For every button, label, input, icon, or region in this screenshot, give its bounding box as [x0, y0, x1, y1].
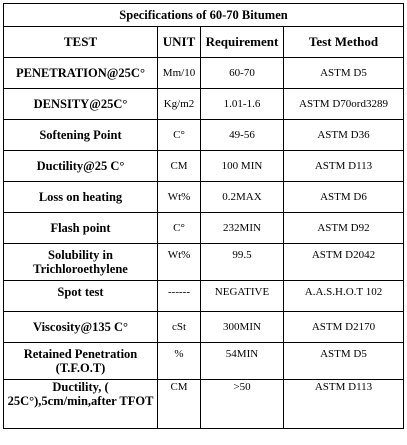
table-row [4, 182, 404, 213]
unit-value: CM [158, 151, 201, 182]
table-row [4, 312, 404, 343]
table-row [4, 380, 404, 429]
test-method-value: ASTM D113 [284, 380, 404, 429]
requirement-value: 54MIN [201, 343, 284, 380]
unit-value: CM [158, 380, 201, 429]
unit-value: Mm/10 [158, 58, 201, 89]
requirement-value: >50 [201, 380, 284, 429]
requirement-value: 300MIN [201, 312, 284, 343]
test-method-value: ASTM D92 [284, 213, 404, 244]
unit-value: Kg/m2 [158, 89, 201, 120]
requirement-value: NEGATIVE [201, 281, 284, 312]
test-method-value: ASTM D70ord3289 [284, 89, 404, 120]
test-method-value: ASTM D6 [284, 182, 404, 213]
requirement-value: 1.01-1.6 [201, 89, 284, 120]
test-method-value: ASTM D113 [284, 151, 404, 182]
test-name: Ductility, ( 25C°),5cm/min,after TFOT [4, 380, 158, 429]
test-name: Retained Penetration (T.F.O.T) [4, 343, 158, 380]
requirement-value: 60-70 [201, 58, 284, 89]
test-method-value: ASTM D2170 [284, 312, 404, 343]
table-title: Specifications of 60-70 Bitumen [4, 4, 404, 27]
table-header-row [4, 27, 404, 58]
header-requirement: Requirement [201, 27, 284, 58]
table-row [4, 58, 404, 89]
test-name: DENSITY@25C° [4, 89, 158, 120]
unit-value: C° [158, 213, 201, 244]
unit-value: cSt [158, 312, 201, 343]
test-name: Spot test [4, 281, 158, 312]
test-method-value: ASTM D2042 [284, 244, 404, 281]
table-row [4, 281, 404, 312]
requirement-value: 100 MIN [201, 151, 284, 182]
test-method-value: A.A.S.H.O.T 102 [284, 281, 404, 312]
table-row [4, 120, 404, 151]
specifications-table [3, 3, 404, 429]
table-row [4, 213, 404, 244]
table-row [4, 343, 404, 380]
requirement-value: 99.5 [201, 244, 284, 281]
header-unit: UNIT [158, 27, 201, 58]
unit-value: C° [158, 120, 201, 151]
table-row [4, 89, 404, 120]
test-method-value: ASTM D5 [284, 58, 404, 89]
test-method-value: ASTM D36 [284, 120, 404, 151]
requirement-value: 0.2MAX [201, 182, 284, 213]
requirement-value: 232MIN [201, 213, 284, 244]
unit-value: % [158, 343, 201, 380]
test-name: Loss on heating [4, 182, 158, 213]
header-test-method: Test Method [284, 27, 404, 58]
test-name: Flash point [4, 213, 158, 244]
table-row [4, 151, 404, 182]
test-name: Viscosity@135 C° [4, 312, 158, 343]
test-name: Ductility@25 C° [4, 151, 158, 182]
header-test: TEST [4, 27, 158, 58]
test-name: Softening Point [4, 120, 158, 151]
table-row [4, 244, 404, 281]
unit-value: Wt% [158, 244, 201, 281]
unit-value: ------ [158, 281, 201, 312]
unit-value: Wt% [158, 182, 201, 213]
table-title-row [4, 4, 404, 27]
test-name: PENETRATION@25C° [4, 58, 158, 89]
requirement-value: 49-56 [201, 120, 284, 151]
test-name: Solubility in Trichloroethylene [4, 244, 158, 281]
test-method-value: ASTM D5 [284, 343, 404, 380]
